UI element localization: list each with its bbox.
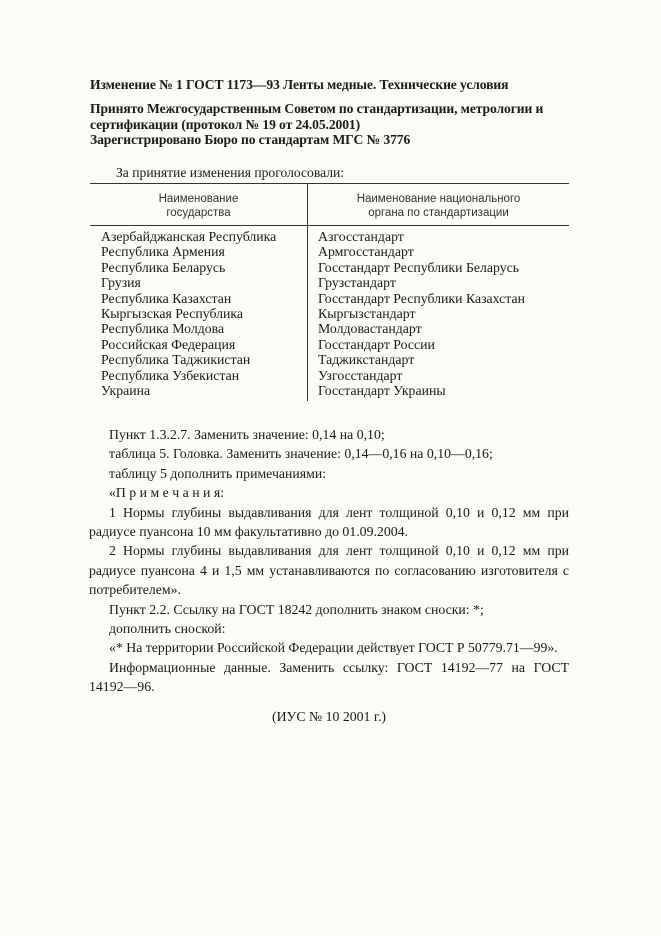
paragraph: 1 Нормы глубины выдавливания для лент толщиной 0,10 и 0,12 мм при радиусе пуансона 10 мм факультативно до 01.09.2004. bbox=[89, 504, 569, 540]
paragraph: Информационные данные. Заменить ссылку: ГОСТ 14192—77 на ГОСТ 14192—96. bbox=[89, 659, 569, 695]
table-top-rule bbox=[90, 183, 569, 184]
paragraph: 2 Нормы глубины выдавливания для лент толщиной 0,10 и 0,12 мм при радиусе пуансона 4 и 1,5 мм устанавливаются по согласованию изготовителя с потребителем». bbox=[89, 543, 569, 598]
notes-heading: «П р и м е ч а н и я: bbox=[109, 485, 225, 501]
table-cell-org: Узгосстандарт bbox=[318, 367, 403, 383]
footnote-paragraph: «* На территории Российской Федерации действует ГОСТ Р 50779.71—99». bbox=[109, 640, 558, 656]
org-column bbox=[318, 229, 525, 398]
table-cell-country: Республика Узбекистан bbox=[101, 367, 240, 383]
table-cell-org: Таджикстандарт bbox=[318, 352, 415, 368]
table-cell-org: Госстандарт Республики Казахстан bbox=[318, 290, 526, 306]
table-cell-country: Республика Казахстан bbox=[101, 290, 232, 306]
voting-table bbox=[90, 183, 569, 403]
table-cell-org: Молдовастандарт bbox=[318, 321, 422, 337]
table-cell-org: Кыргызстандарт bbox=[318, 306, 416, 322]
country-column bbox=[101, 229, 276, 398]
accepted-by-text: Принято Межгосударственным Советом по стандартизации, метрологии и сертификации (протокол № 19 от 24.05.2001) bbox=[90, 101, 544, 132]
document-title: Изменение № 1 ГОСТ 1173—93 Ленты медные. Технические условия bbox=[90, 77, 509, 92]
table-cell-country: Российская Федерация bbox=[101, 336, 236, 352]
voted-label: За принятие изменения проголосовали: bbox=[116, 165, 345, 180]
paragraph: Пункт 1.3.2.7. Заменить значение: 0,14 на 0,10; bbox=[109, 427, 385, 442]
table-cell-org: Азгосстандарт bbox=[318, 229, 404, 244]
table-cell-org: Грузстандарт bbox=[318, 275, 396, 291]
table-cell-org: Армгосстандарт bbox=[318, 244, 414, 260]
table-cell-country: Республика Армения bbox=[101, 244, 225, 260]
amendment-body bbox=[89, 425, 569, 697]
table-cell-country: Кыргызская Республика bbox=[101, 306, 244, 322]
registered-text: Зарегистрировано Бюро по стандартам МГС № 3776 bbox=[90, 132, 411, 147]
table-cell-country: Республика Молдова bbox=[101, 321, 225, 337]
table-cell-country: Грузия bbox=[101, 275, 141, 291]
paragraph: дополнить сноской: bbox=[109, 621, 226, 637]
table-cell-country: Азербайджанская Республика bbox=[101, 229, 277, 244]
paragraph: таблицу 5 дополнить примечаниями: bbox=[109, 465, 327, 481]
paragraph: Пункт 2.2. Ссылку на ГОСТ 18242 дополнить знаком сноски: *; bbox=[109, 601, 484, 617]
table-cell-org: Госстандарт России bbox=[318, 336, 435, 352]
table-cell-country: Украина bbox=[101, 383, 151, 399]
ius-reference: (ИУС № 10 2001 г.) bbox=[272, 709, 387, 724]
header-country: Наименование государства bbox=[158, 193, 239, 219]
header-org: Наименование национального органа по стандартизации bbox=[356, 193, 521, 219]
table-cell-country: Республика Таджикистан bbox=[101, 352, 251, 368]
paragraph: таблица 5. Головка. Заменить значение: 0,14—0,16 на 0,10—0,16; bbox=[109, 446, 493, 462]
table-cell-org: Госстандарт Украины bbox=[318, 383, 446, 399]
table-header-rule bbox=[90, 225, 569, 226]
table-cell-org: Госстандарт Республики Беларусь bbox=[318, 259, 520, 275]
table-cell-country: Республика Беларусь bbox=[101, 259, 226, 275]
